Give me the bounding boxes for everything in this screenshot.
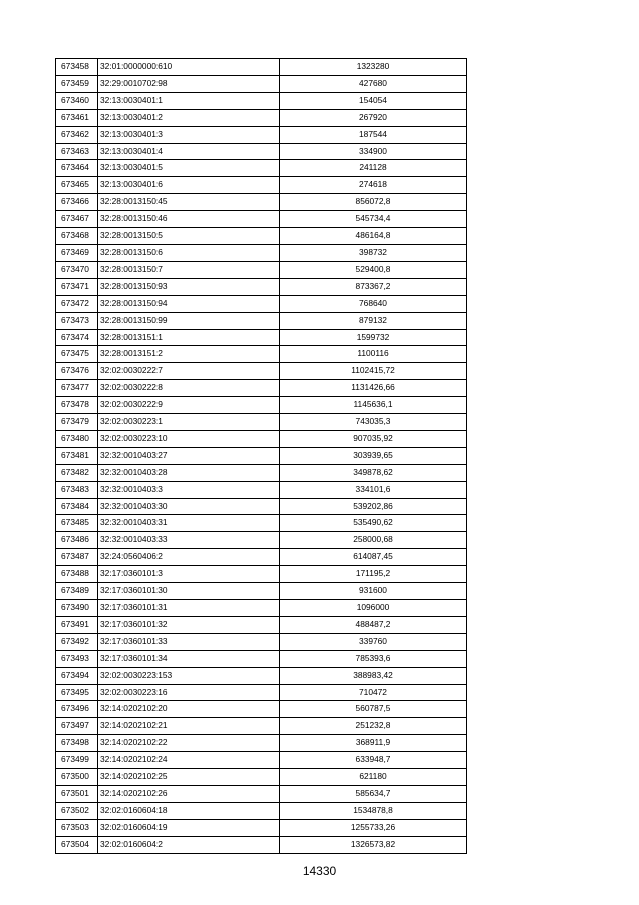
- table-row: [56, 600, 467, 617]
- cadastral-number-cell: 32:13:0030401:1: [98, 92, 280, 109]
- value-cell: 258000,68: [280, 532, 467, 549]
- cadastral-number-cell: 32:28:0013150:94: [98, 295, 280, 312]
- cadastral-number-cell: 32:32:0010403:28: [98, 464, 280, 481]
- cadastral-number-cell: 32:28:0013150:93: [98, 278, 280, 295]
- value-cell: 388983,42: [280, 667, 467, 684]
- cadastral-number-cell: 32:29:0010702:98: [98, 75, 280, 92]
- row-id-cell: 673465: [56, 177, 98, 194]
- table-row: [56, 667, 467, 684]
- table-row: [56, 177, 467, 194]
- cadastral-number-cell: 32:02:0030222:9: [98, 397, 280, 414]
- cadastral-number-cell: 32:17:0360101:33: [98, 633, 280, 650]
- value-cell: 614087,45: [280, 549, 467, 566]
- cadastral-value-table: [55, 58, 467, 854]
- table-row: [56, 650, 467, 667]
- table-row: [56, 261, 467, 278]
- row-id-cell: 673477: [56, 380, 98, 397]
- value-cell: 1102415,72: [280, 363, 467, 380]
- row-id-cell: 673499: [56, 752, 98, 769]
- cadastral-number-cell: 32:02:0030223:10: [98, 430, 280, 447]
- row-id-cell: 673463: [56, 143, 98, 160]
- value-cell: 1534878,8: [280, 802, 467, 819]
- row-id-cell: 673487: [56, 549, 98, 566]
- value-cell: 368911,9: [280, 735, 467, 752]
- row-id-cell: 673496: [56, 701, 98, 718]
- row-id-cell: 673473: [56, 312, 98, 329]
- table-row: [56, 109, 467, 126]
- value-cell: 1096000: [280, 600, 467, 617]
- value-cell: 768640: [280, 295, 467, 312]
- row-id-cell: 673503: [56, 819, 98, 836]
- value-cell: 856072,8: [280, 194, 467, 211]
- table-row: [56, 701, 467, 718]
- row-id-cell: 673474: [56, 329, 98, 346]
- cadastral-number-cell: 32:02:0030222:8: [98, 380, 280, 397]
- value-cell: 334101,6: [280, 481, 467, 498]
- table-row: [56, 126, 467, 143]
- value-cell: 907035,92: [280, 430, 467, 447]
- row-id-cell: 673478: [56, 397, 98, 414]
- table-row: [56, 684, 467, 701]
- row-id-cell: 673483: [56, 481, 98, 498]
- row-id-cell: 673491: [56, 616, 98, 633]
- cadastral-number-cell: 32:32:0010403:27: [98, 447, 280, 464]
- table-row: [56, 498, 467, 515]
- table-row: [56, 819, 467, 836]
- table-row: [56, 75, 467, 92]
- table-row: [56, 380, 467, 397]
- row-id-cell: 673504: [56, 836, 98, 853]
- row-id-cell: 673500: [56, 769, 98, 786]
- value-cell: 427680: [280, 75, 467, 92]
- table-row: [56, 633, 467, 650]
- cadastral-number-cell: 32:13:0030401:4: [98, 143, 280, 160]
- row-id-cell: 673476: [56, 363, 98, 380]
- table-row: [56, 92, 467, 109]
- table-row: [56, 566, 467, 583]
- table-row: [56, 363, 467, 380]
- cadastral-number-cell: 32:14:0202102:24: [98, 752, 280, 769]
- cadastral-number-cell: 32:32:0010403:31: [98, 515, 280, 532]
- row-id-cell: 673472: [56, 295, 98, 312]
- row-id-cell: 673494: [56, 667, 98, 684]
- row-id-cell: 673480: [56, 430, 98, 447]
- value-cell: 539202,86: [280, 498, 467, 515]
- value-cell: 633948,7: [280, 752, 467, 769]
- value-cell: 585634,7: [280, 785, 467, 802]
- table-row: [56, 785, 467, 802]
- row-id-cell: 673485: [56, 515, 98, 532]
- value-cell: 1599732: [280, 329, 467, 346]
- table-row: [56, 228, 467, 245]
- table-row: [56, 769, 467, 786]
- row-id-cell: 673459: [56, 75, 98, 92]
- cadastral-number-cell: 32:02:0160604:19: [98, 819, 280, 836]
- cadastral-number-cell: 32:14:0202102:25: [98, 769, 280, 786]
- cadastral-number-cell: 32:13:0030401:6: [98, 177, 280, 194]
- cadastral-number-cell: 32:28:0013150:7: [98, 261, 280, 278]
- table-row: [56, 718, 467, 735]
- value-cell: 1100116: [280, 346, 467, 363]
- cadastral-number-cell: 32:02:0030223:16: [98, 684, 280, 701]
- cadastral-number-cell: 32:17:0360101:31: [98, 600, 280, 617]
- table-row: [56, 397, 467, 414]
- value-cell: 398732: [280, 244, 467, 261]
- row-id-cell: 673470: [56, 261, 98, 278]
- table-row: [56, 735, 467, 752]
- value-cell: 486164,8: [280, 228, 467, 245]
- cadastral-number-cell: 32:17:0360101:30: [98, 583, 280, 600]
- cadastral-number-cell: 32:02:0160604:18: [98, 802, 280, 819]
- page-number: 14330: [302, 864, 337, 878]
- row-id-cell: 673492: [56, 633, 98, 650]
- table-row: [56, 616, 467, 633]
- cadastral-number-cell: 32:28:0013151:2: [98, 346, 280, 363]
- row-id-cell: 673458: [56, 59, 98, 76]
- value-cell: 274618: [280, 177, 467, 194]
- table-row: [56, 211, 467, 228]
- table-row: [56, 802, 467, 819]
- table-row: [56, 447, 467, 464]
- row-id-cell: 673464: [56, 160, 98, 177]
- table-row: [56, 752, 467, 769]
- value-cell: 931600: [280, 583, 467, 600]
- value-cell: 241128: [280, 160, 467, 177]
- table-row: [56, 414, 467, 431]
- table-row: [56, 278, 467, 295]
- cadastral-number-cell: 32:13:0030401:3: [98, 126, 280, 143]
- cadastral-number-cell: 32:28:0013150:6: [98, 244, 280, 261]
- cadastral-number-cell: 32:13:0030401:5: [98, 160, 280, 177]
- row-id-cell: 673468: [56, 228, 98, 245]
- row-id-cell: 673489: [56, 583, 98, 600]
- cadastral-number-cell: 32:17:0360101:3: [98, 566, 280, 583]
- row-id-cell: 673482: [56, 464, 98, 481]
- cadastral-number-cell: 32:02:0160604:2: [98, 836, 280, 853]
- cadastral-number-cell: 32:17:0360101:34: [98, 650, 280, 667]
- value-cell: 488487,2: [280, 616, 467, 633]
- cadastral-number-cell: 32:02:0030222:7: [98, 363, 280, 380]
- value-cell: 171195,2: [280, 566, 467, 583]
- row-id-cell: 673484: [56, 498, 98, 515]
- table-row: [56, 430, 467, 447]
- row-id-cell: 673493: [56, 650, 98, 667]
- table-row: [56, 59, 467, 76]
- row-id-cell: 673479: [56, 414, 98, 431]
- value-cell: 529400,8: [280, 261, 467, 278]
- cadastral-number-cell: 32:02:0030223:153: [98, 667, 280, 684]
- cadastral-number-cell: 32:01:0000000:610: [98, 59, 280, 76]
- cadastral-number-cell: 32:14:0202102:20: [98, 701, 280, 718]
- cadastral-number-cell: 32:14:0202102:26: [98, 785, 280, 802]
- table-row: [56, 583, 467, 600]
- cadastral-number-cell: 32:17:0360101:32: [98, 616, 280, 633]
- value-cell: 1145636,1: [280, 397, 467, 414]
- table-row: [56, 532, 467, 549]
- value-cell: 545734,4: [280, 211, 467, 228]
- cadastral-number-cell: 32:02:0030223:1: [98, 414, 280, 431]
- row-id-cell: 673486: [56, 532, 98, 549]
- row-id-cell: 673498: [56, 735, 98, 752]
- table-row: [56, 295, 467, 312]
- cadastral-number-cell: 32:14:0202102:21: [98, 718, 280, 735]
- value-cell: 1323280: [280, 59, 467, 76]
- value-cell: 349878,62: [280, 464, 467, 481]
- value-cell: 710472: [280, 684, 467, 701]
- value-cell: 1326573,82: [280, 836, 467, 853]
- table-row: [56, 329, 467, 346]
- cadastral-number-cell: 32:32:0010403:3: [98, 481, 280, 498]
- table-body: [56, 59, 467, 854]
- cadastral-number-cell: 32:28:0013150:46: [98, 211, 280, 228]
- value-cell: 785393,6: [280, 650, 467, 667]
- value-cell: 303939,65: [280, 447, 467, 464]
- row-id-cell: 673490: [56, 600, 98, 617]
- value-cell: 535490,62: [280, 515, 467, 532]
- row-id-cell: 673475: [56, 346, 98, 363]
- row-id-cell: 673462: [56, 126, 98, 143]
- table-row: [56, 515, 467, 532]
- cadastral-number-cell: 32:14:0202102:22: [98, 735, 280, 752]
- cadastral-number-cell: 32:13:0030401:2: [98, 109, 280, 126]
- row-id-cell: 673502: [56, 802, 98, 819]
- value-cell: 187544: [280, 126, 467, 143]
- value-cell: 1131426,66: [280, 380, 467, 397]
- value-cell: 339760: [280, 633, 467, 650]
- row-id-cell: 673467: [56, 211, 98, 228]
- row-id-cell: 673471: [56, 278, 98, 295]
- value-cell: 267920: [280, 109, 467, 126]
- value-cell: 873367,2: [280, 278, 467, 295]
- table-row: [56, 549, 467, 566]
- row-id-cell: 673481: [56, 447, 98, 464]
- table-row: [56, 464, 467, 481]
- value-cell: 154054: [280, 92, 467, 109]
- value-cell: 879132: [280, 312, 467, 329]
- row-id-cell: 673466: [56, 194, 98, 211]
- cadastral-number-cell: 32:28:0013151:1: [98, 329, 280, 346]
- cadastral-number-cell: 32:32:0010403:33: [98, 532, 280, 549]
- row-id-cell: 673469: [56, 244, 98, 261]
- cadastral-number-cell: 32:28:0013150:45: [98, 194, 280, 211]
- value-cell: 560787,5: [280, 701, 467, 718]
- table-row: [56, 836, 467, 853]
- table-row: [56, 481, 467, 498]
- value-cell: 1255733,26: [280, 819, 467, 836]
- cadastral-number-cell: 32:28:0013150:5: [98, 228, 280, 245]
- cadastral-number-cell: 32:24:0560406:2: [98, 549, 280, 566]
- table-row: [56, 194, 467, 211]
- table-row: [56, 244, 467, 261]
- table-row: [56, 346, 467, 363]
- cadastral-number-cell: 32:32:0010403:30: [98, 498, 280, 515]
- value-cell: 621180: [280, 769, 467, 786]
- row-id-cell: 673460: [56, 92, 98, 109]
- row-id-cell: 673495: [56, 684, 98, 701]
- table-row: [56, 160, 467, 177]
- row-id-cell: 673488: [56, 566, 98, 583]
- table-row: [56, 312, 467, 329]
- value-cell: 743035,3: [280, 414, 467, 431]
- row-id-cell: 673501: [56, 785, 98, 802]
- row-id-cell: 673461: [56, 109, 98, 126]
- value-cell: 251232,8: [280, 718, 467, 735]
- row-id-cell: 673497: [56, 718, 98, 735]
- value-cell: 334900: [280, 143, 467, 160]
- table-row: [56, 143, 467, 160]
- cadastral-number-cell: 32:28:0013150:99: [98, 312, 280, 329]
